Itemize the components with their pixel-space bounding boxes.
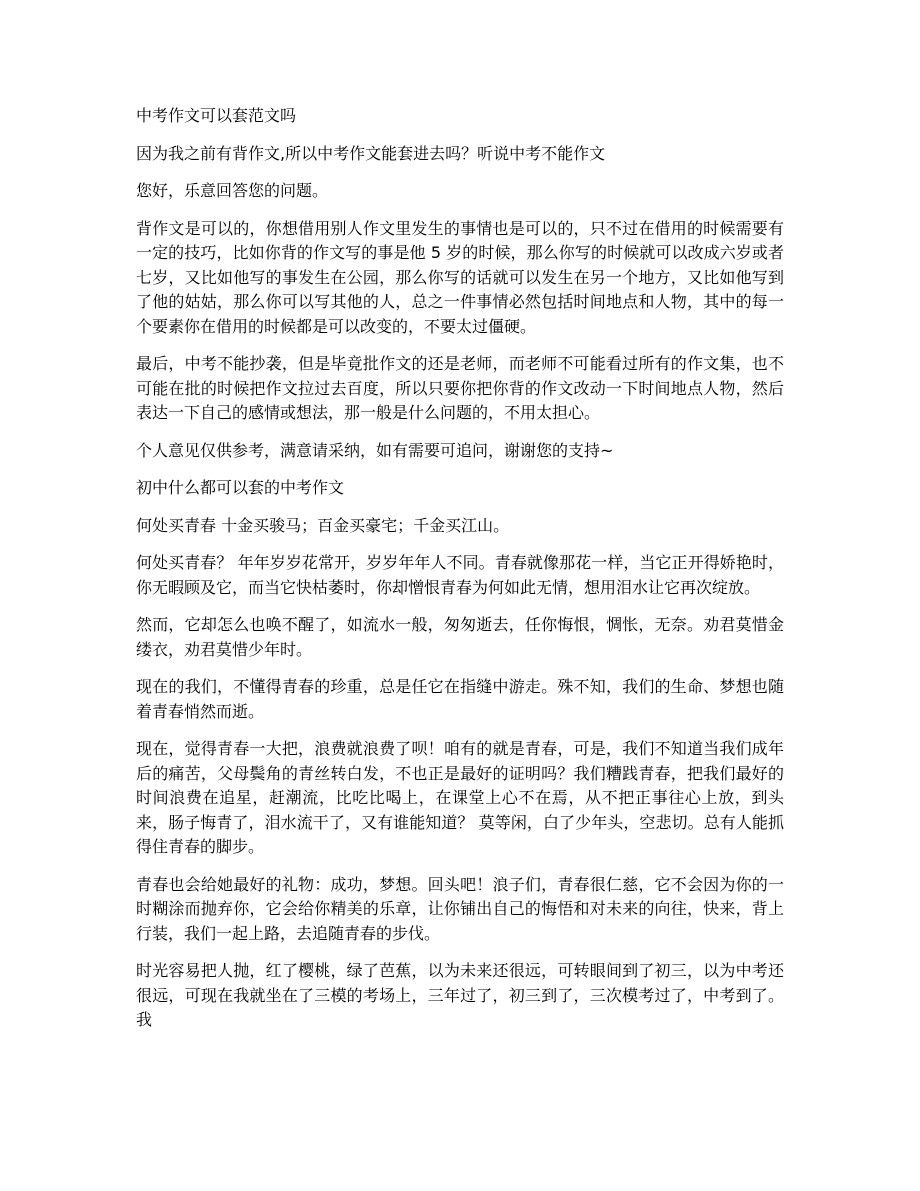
question-paragraph: 因为我之前有背作文,所以中考作文能套进去吗？听说中考不能作文 [136,143,606,163]
essay-paragraph-4: 现在的我们，不懂得青春的珍重，总是任它在指缝中游走。殊不知，我们的生命、梦想也随着青春悄然而逝。 [136,677,784,721]
essay-paragraph-1: 何处买青春 十金买骏马；百金买豪宅；千金买江山。 [136,515,510,535]
closing-paragraph: 个人意见仅供参考，满意请采纳，如有需要可追问，谢谢您的支持~ [136,440,614,460]
essay-paragraph-6: 青春也会给她最好的礼物：成功，梦想。回头吧！浪子们，青春很仁慈，它不会因为你的一时糊涂而抛弃你，它会给你精美的乐章，让你铺出自己的悔悟和对未来的向往，快来，背上行装，我们一起上路，去追随青春的步伐。 [136,874,784,943]
essay-heading: 初中什么都可以套的中考作文 [136,478,345,497]
answer-paragraph-2: 最后，中考不能抄袭，但是毕竟批作文的还是老师，而老师不可能看过所有的作文集，也不可能在批的时候把作文拉过去百度，所以只要你把你背的作文改动一下时间地点人物，然后表达一下自己的感情或想法，那一般是什么问题的，不用太担心。 [136,354,784,422]
document-body [136,104,784,1046]
essay-paragraph-3: 然而，它却怎么也唤不醒了，如流水一般，匆匆逝去，任你悔恨，惆怅，无奈。劝君莫惜金缕衣，劝君莫惜少年时。 [136,615,784,659]
greeting-paragraph: 您好，乐意回答您的问题。 [136,181,329,200]
essay-paragraph-5: 现在，觉得青春一大把，浪费就浪费了呗！咱有的就是青春，可是，我们不知道当我们成年后的痛苦，父母鬓角的青丝转白发，不也正是最好的证明吗？我们糟践青春，把我们最好的时间浪费在追星，赶潮流，比吃比喝上，在课堂上心不在焉，从不把正事往心上放，到头来，肠子悔青了，泪水流干了，又有谁能知道？ 莫等闲，白了少年头，空悲切。总有人能抓得住青春的脚步。 [136,739,784,856]
essay-paragraph-2: 何处买青春？ 年年岁岁花常开，岁岁年年人不同。青春就像那花一样，当它正开得娇艳时，你无暇顾及它，而当它快枯萎时，你却憎恨青春为何如此无情，想用泪水让它再次绽放。 [136,553,784,597]
essay-paragraph-7: 时光容易把人抛，红了樱桃，绿了芭蕉，以为未来还很远，可转眼间到了初三，以为中考还很远，可现在我就坐在了三模的考场上，三年过了，初三到了，三次模考过了，中考到了。我 [136,961,784,1029]
answer-paragraph-1: 背作文是可以的，你想借用别人作文里发生的事情也是可以的，只不过在借用的时候需要有一定的技巧，比如你背的作文写的事是他 5 岁的时候，那么你写的时候就可以改成六岁或者七岁，又比如他写的事发生在公园，那么你写的话就可以发生在另一个地方，又比如他写到了他的姑姑，那么你可以写其他的人，总之一件事情必然包括时间地点和人物，其中的每一个要素你在借用的时候都是可以改变的，不要太过僵硬。 [136,218,784,336]
document-title: 中考作文可以套范文吗 [136,106,297,125]
